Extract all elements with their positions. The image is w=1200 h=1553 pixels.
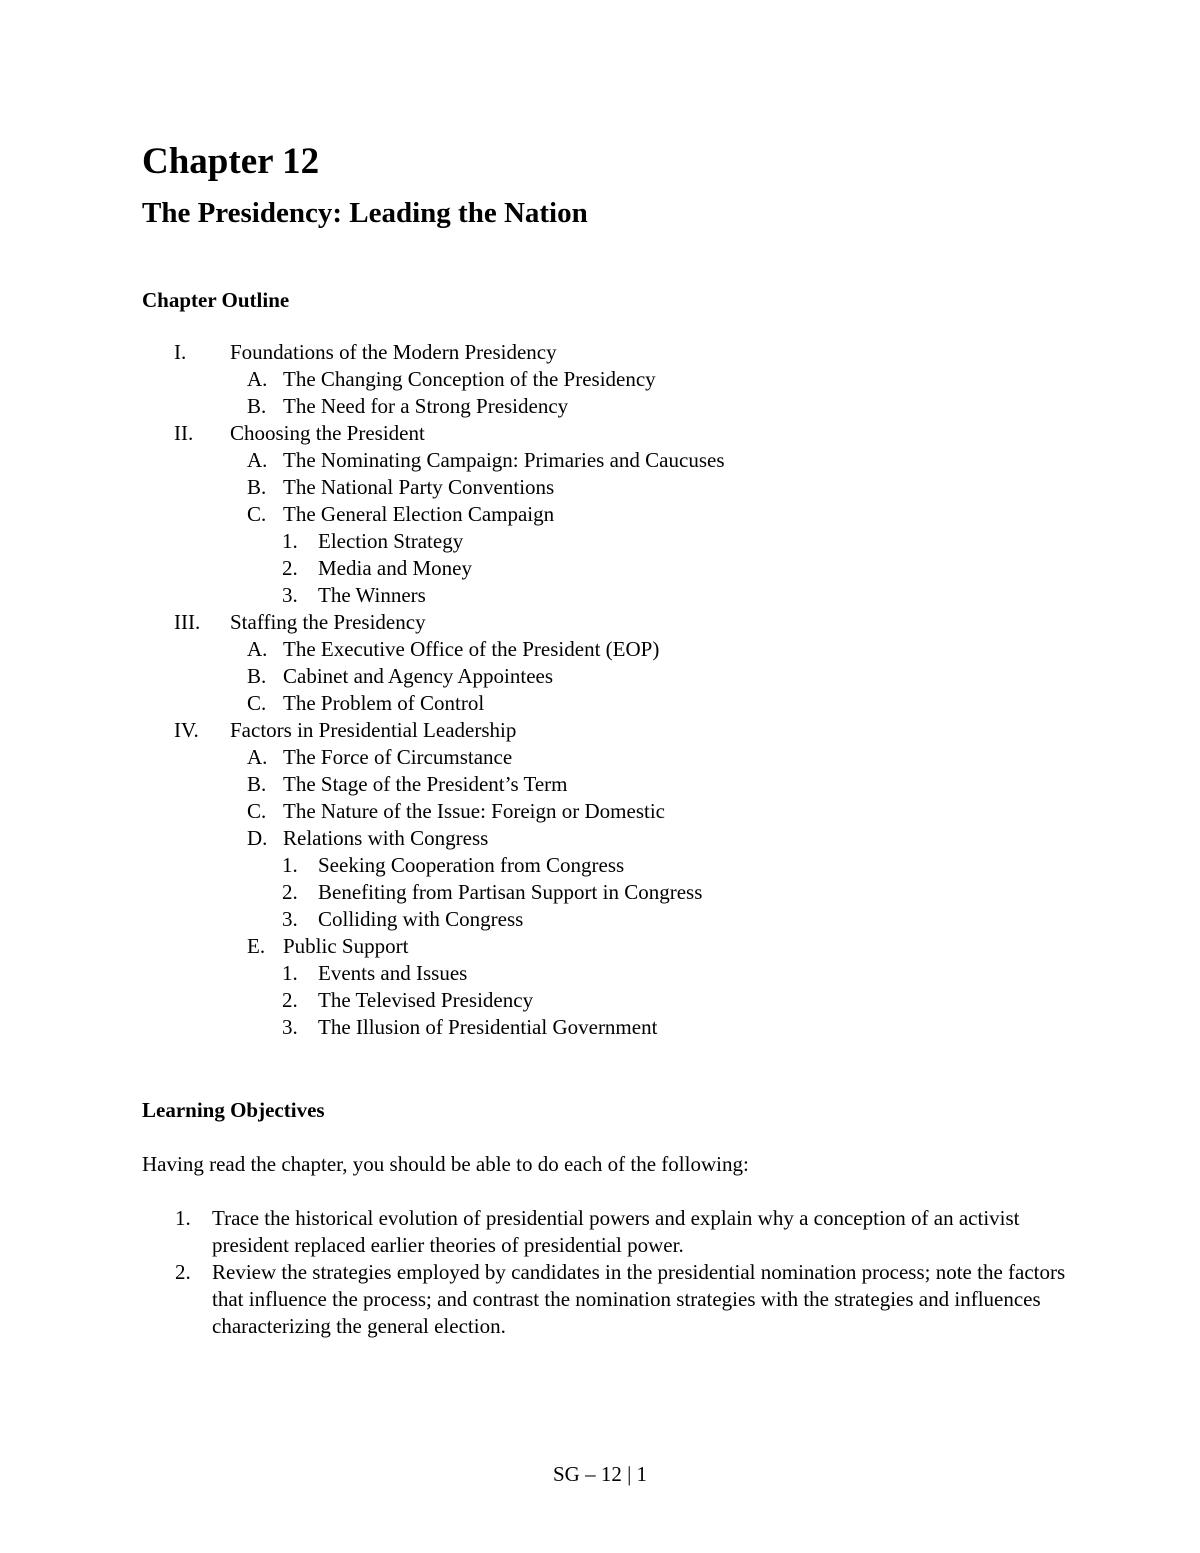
outline-item-level-1 [0, 717, 1200, 744]
outline-item-level-1 [0, 339, 1200, 366]
outline-item-level-2 [0, 393, 1200, 420]
objective-item [0, 1205, 1200, 1259]
outline-item-level-2 [0, 447, 1200, 474]
outline-text: The Televised Presidency [318, 988, 534, 1012]
objectives-heading: Learning Objectives [142, 1098, 325, 1122]
outline-marker: 2. [282, 988, 298, 1012]
outline-item-level-1 [0, 420, 1200, 447]
objective-text: Trace the historical evolution of presidential powers and explain why a conception of an activist president replaced earlier theories of presidential power. [212, 1206, 1020, 1257]
outline-text: Benefiting from Partisan Support in Congress [318, 880, 703, 904]
outline-text: The Need for a Strong Presidency [283, 394, 569, 418]
chapter-subtitle: The Presidency: Leading the Nation [142, 197, 588, 229]
outline-marker: 1. [282, 853, 298, 877]
outline-text: The General Election Campaign [283, 502, 555, 526]
objective-marker: 2. [175, 1260, 191, 1284]
outline-text: The National Party Conventions [283, 475, 555, 499]
outline-item-level-2 [0, 690, 1200, 717]
outline-marker: A. [247, 637, 268, 661]
outline-marker: D. [247, 826, 268, 850]
outline-text: Media and Money [318, 556, 472, 580]
outline-text: Relations with Congress [283, 826, 489, 850]
outline-item-level-2 [0, 663, 1200, 690]
outline-heading: Chapter Outline [142, 288, 290, 312]
outline-text: The Force of Circumstance [283, 745, 513, 769]
outline-text: The Nature of the Issue: Foreign or Domestic [283, 799, 665, 823]
outline-text: Choosing the President [230, 421, 425, 445]
outline-item-level-2 [0, 798, 1200, 825]
outline-marker: B. [247, 475, 267, 499]
outline-item-level-2 [0, 636, 1200, 663]
objectives-list [0, 1205, 1200, 1340]
outline-item-level-2 [0, 933, 1200, 960]
outline-marker: A. [247, 367, 268, 391]
outline-text: The Nominating Campaign: Primaries and Caucuses [283, 448, 725, 472]
objective-marker: 1. [175, 1206, 191, 1230]
outline-item-level-3 [0, 582, 1200, 609]
outline-marker: 2. [282, 556, 298, 580]
outline-item-level-3 [0, 960, 1200, 987]
outline-text: Foundations of the Modern Presidency [230, 340, 557, 364]
outline-item-level-3 [0, 1014, 1200, 1041]
outline-text: The Illusion of Presidential Government [318, 1015, 658, 1039]
objective-text: Review the strategies employed by candidates in the presidential nomination process; note the factors that influence the process; and contrast the nomination strategies with the strategies and influences characterizing the general election. [212, 1260, 1066, 1338]
outline-marker: B. [247, 394, 267, 418]
outline-item-level-3 [0, 987, 1200, 1014]
outline-item-level-2 [0, 501, 1200, 528]
outline-marker: E. [247, 934, 266, 958]
outline-text: The Stage of the President’s Term [283, 772, 568, 796]
objectives-intro: Having read the chapter, you should be able to do each of the following: [142, 1152, 749, 1176]
outline-text: The Winners [318, 583, 426, 607]
outline-item-level-3 [0, 852, 1200, 879]
outline-marker: C. [247, 502, 267, 526]
outline-marker: C. [247, 691, 267, 715]
outline-marker: 3. [282, 1015, 298, 1039]
outline-marker: A. [247, 745, 268, 769]
outline-text: The Executive Office of the President (EOP) [283, 637, 660, 661]
outline-item-level-3 [0, 528, 1200, 555]
outline-item-level-3 [0, 906, 1200, 933]
chapter-title: Chapter 12 [142, 141, 320, 182]
outline-marker: 1. [282, 961, 298, 985]
outline-text: Staffing the Presidency [230, 610, 426, 634]
outline-marker: A. [247, 448, 268, 472]
outline-text: Public Support [283, 934, 409, 958]
outline-marker: I. [174, 340, 187, 364]
outline-item-level-1 [0, 609, 1200, 636]
outline-marker: B. [247, 664, 267, 688]
outline-marker: 3. [282, 907, 298, 931]
outline-item-level-2 [0, 474, 1200, 501]
outline-text: Seeking Cooperation from Congress [318, 853, 625, 877]
outline-item-level-3 [0, 879, 1200, 906]
outline-marker: B. [247, 772, 267, 796]
outline-item-level-2 [0, 771, 1200, 798]
page-footer: SG – 12 | 1 [552, 1462, 648, 1486]
outline-text: The Changing Conception of the Presidency [283, 367, 656, 391]
outline-text: Colliding with Congress [318, 907, 524, 931]
outline-text: Events and Issues [318, 961, 468, 985]
outline-text: The Problem of Control [283, 691, 485, 715]
outline-item-level-2 [0, 366, 1200, 393]
outline-item-level-2 [0, 744, 1200, 771]
outline-marker: 2. [282, 880, 298, 904]
outline-marker: 1. [282, 529, 298, 553]
outline-marker: IV. [174, 718, 199, 742]
outline-item-level-2 [0, 825, 1200, 852]
outline-text: Election Strategy [318, 529, 464, 553]
outline-marker: II. [174, 421, 194, 445]
outline-item-level-3 [0, 555, 1200, 582]
outline-marker: 3. [282, 583, 298, 607]
outline-text: Factors in Presidential Leadership [230, 718, 517, 742]
objective-item [0, 1259, 1200, 1340]
chapter-outline [0, 339, 1200, 1041]
outline-marker: C. [247, 799, 267, 823]
outline-text: Cabinet and Agency Appointees [283, 664, 554, 688]
outline-marker: III. [174, 610, 201, 634]
